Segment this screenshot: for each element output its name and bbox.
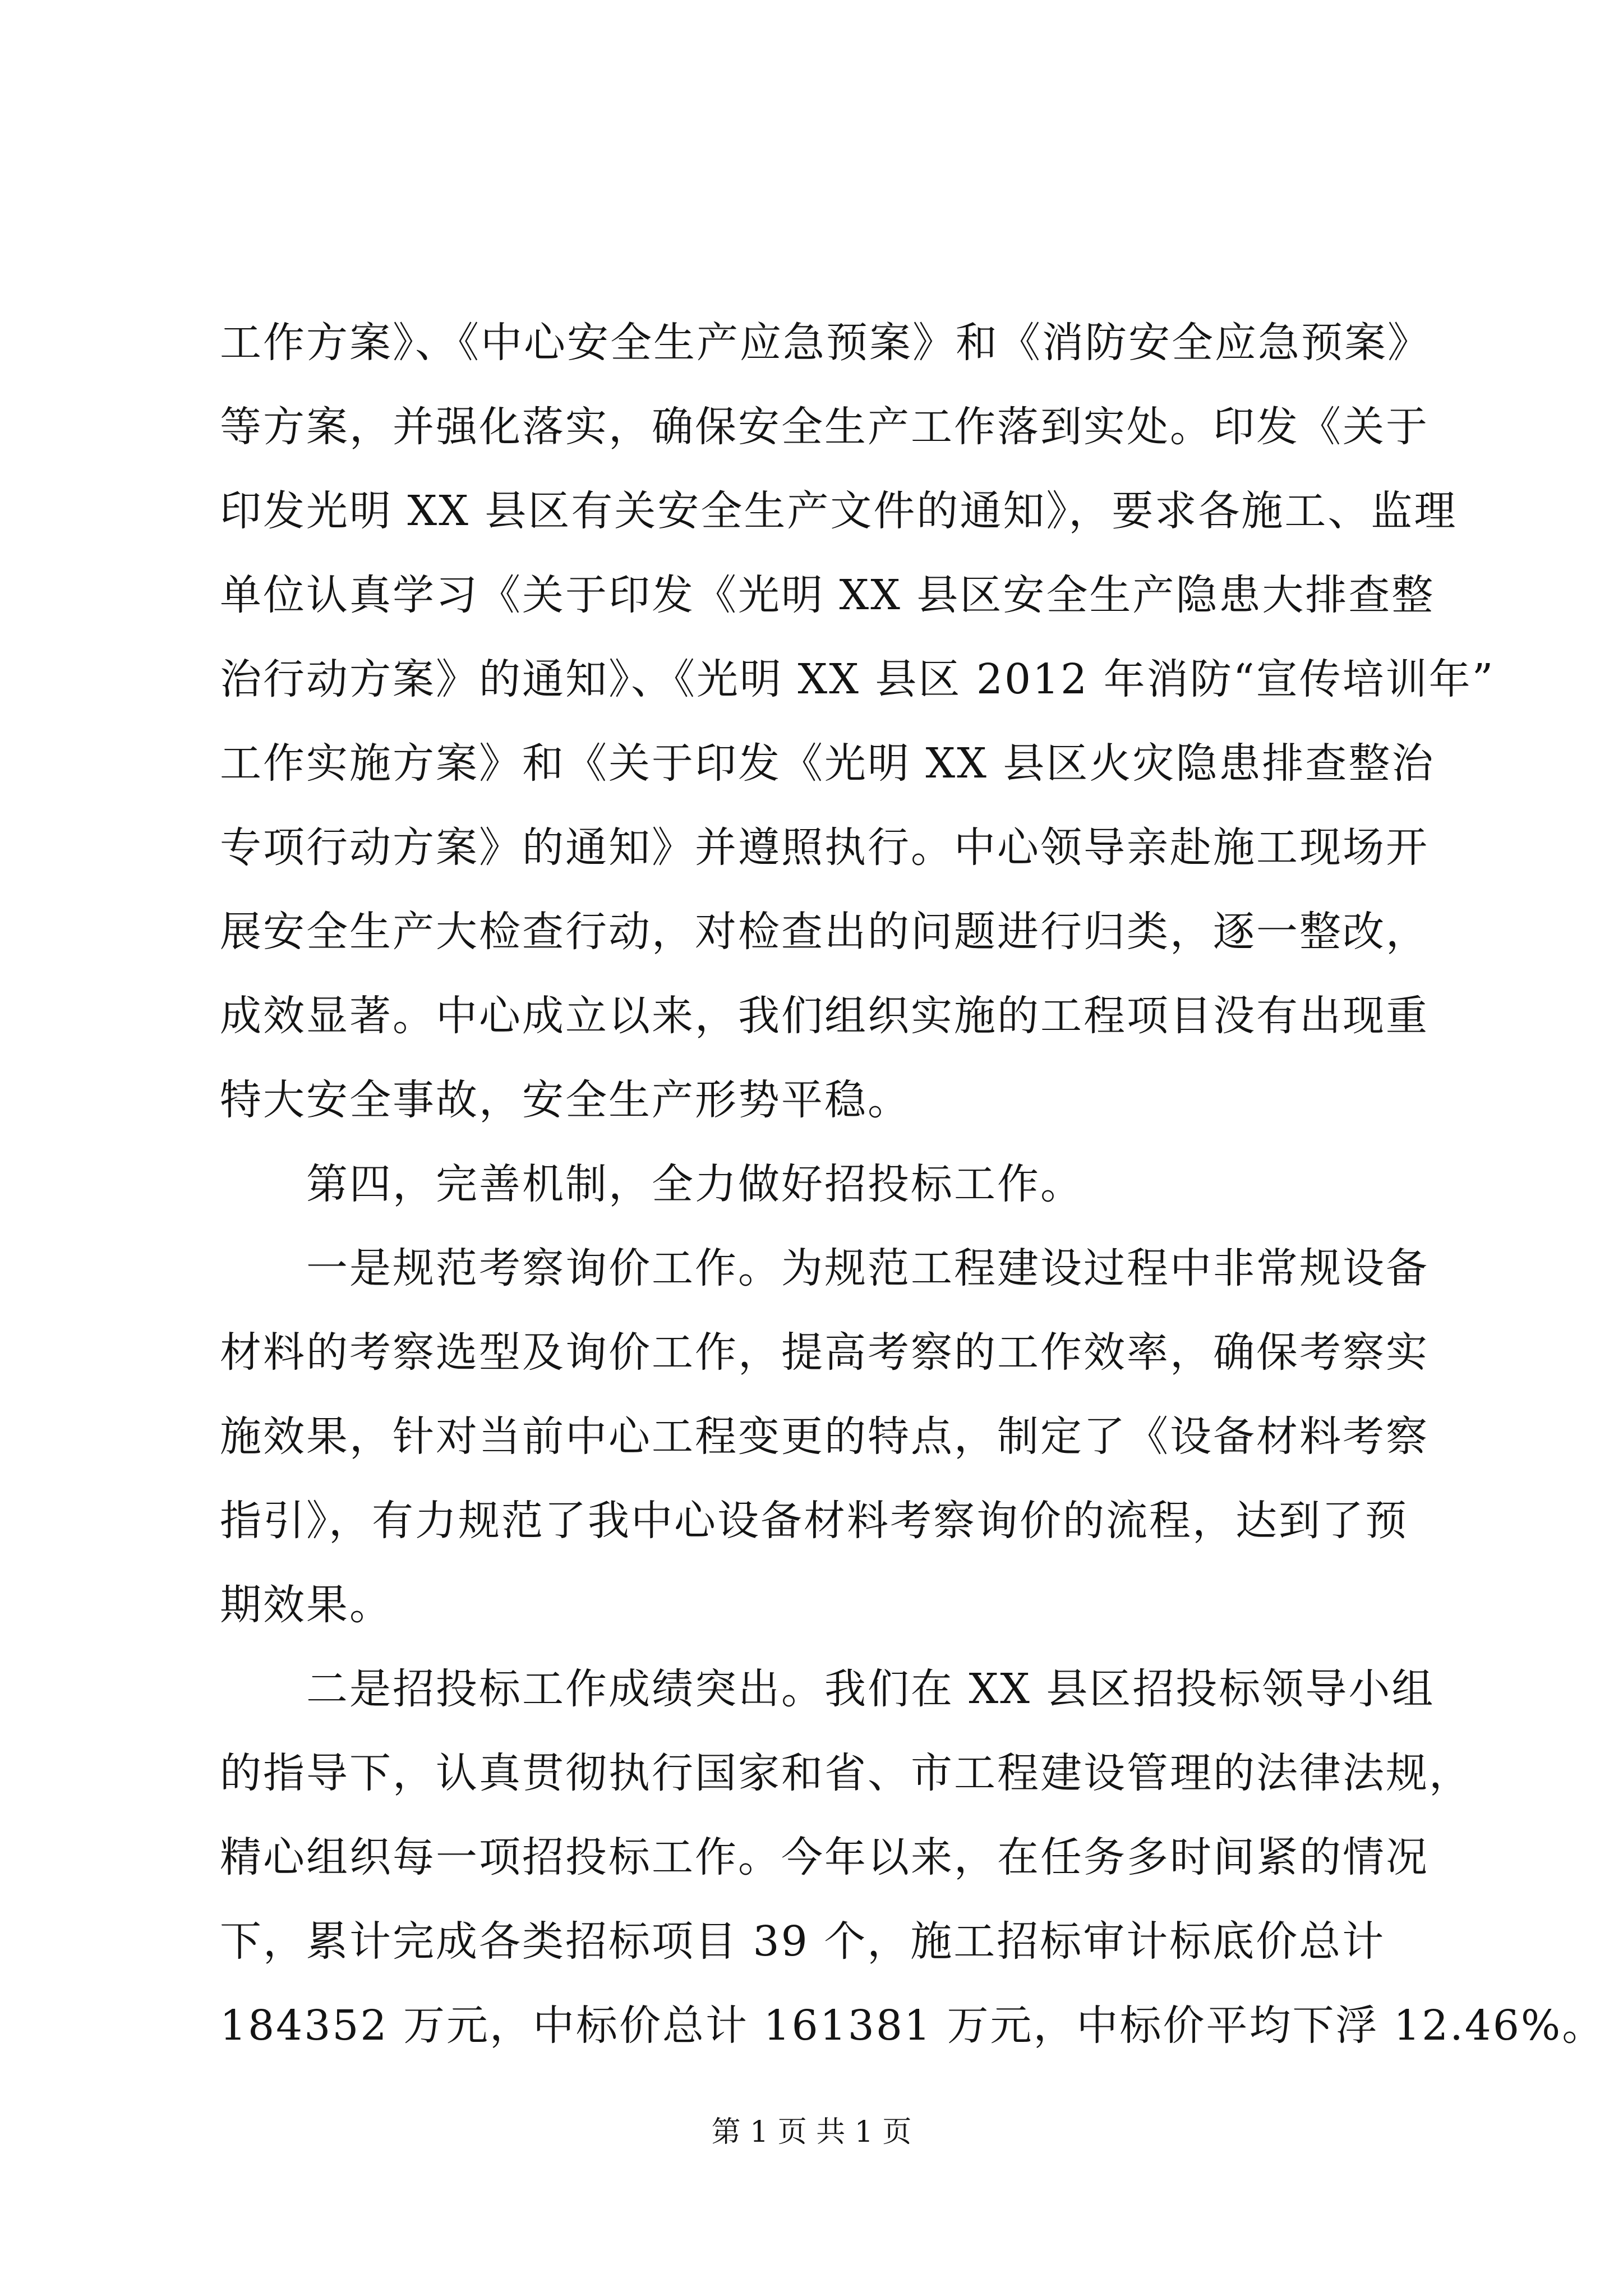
text-line: 精心组织每一项招投标工作。今年以来，在任务多时间紧的情况 [220,1833,1429,1881]
text-line: 184352 万元，中标价总计 161381 万元，中标价平均下浮 12.46%。 [220,2001,1606,2050]
body-text [220,301,1606,2068]
text-line: 特大安全事故，安全生产形势平稳。 [220,1076,911,1124]
text-line: 工作方案》、《中心安全生产应急预案》和《消防安全应急预案》 [220,319,1431,367]
text-line: 展安全生产大检查行动，对检查出的问题进行归类，逐一整改， [220,908,1429,956]
page-footer: 第 1 页 共 1 页 [711,2115,912,2149]
text-line: 期效果。 [220,1581,393,1629]
text-line: 材料的考察选型及询价工作，提高考察的工作效率，确保考察实 [220,1328,1429,1377]
text-line: 等方案，并强化落实，确保安全生产工作落到实处。印发《关于 [220,403,1429,451]
text-line: 成效显著。中心成立以来，我们组织实施的工程项目没有出现重 [220,992,1429,1040]
text-line: 施效果，针对当前中心工程变更的特点，制定了《设备材料考察 [220,1412,1429,1461]
text-line: 二是招投标工作成绩突出。我们在 XX 县区招投标领导小组 [220,1665,1435,1713]
text-line: 下，累计完成各类招标项目 39 个，施工招标审计标底价总计 [220,1917,1386,1966]
text-line: 治行动方案》的通知》、《光明 XX 县区 2012 年消防“宣传培训年” [220,655,1495,703]
text-line: 的指导下，认真贯彻执行国家和省、市工程建设管理的法律法规， [220,1749,1472,1797]
text-line: 指引》，有力规范了我中心设备材料考察询价的流程，达到了预 [220,1497,1408,1545]
section-heading: 第四，完善机制，全力做好招投标工作。 [220,1160,1083,1208]
text-line: 专项行动方案》的通知》并遵照执行。中心领导亲赴施工现场开 [220,823,1429,872]
text-line: 一是规范考察询价工作。为规范工程建设过程中非常规设备 [220,1244,1429,1292]
text-line: 工作实施方案》和《关于印发《光明 XX 县区火灾隐患排查整治 [220,739,1435,788]
text-line: 单位认真学习《关于印发《光明 XX 县区安全生产隐患大排查整 [220,571,1435,619]
text-line: 印发光明 XX 县区有关安全生产文件的通知》，要求各施工、监理 [220,487,1458,535]
